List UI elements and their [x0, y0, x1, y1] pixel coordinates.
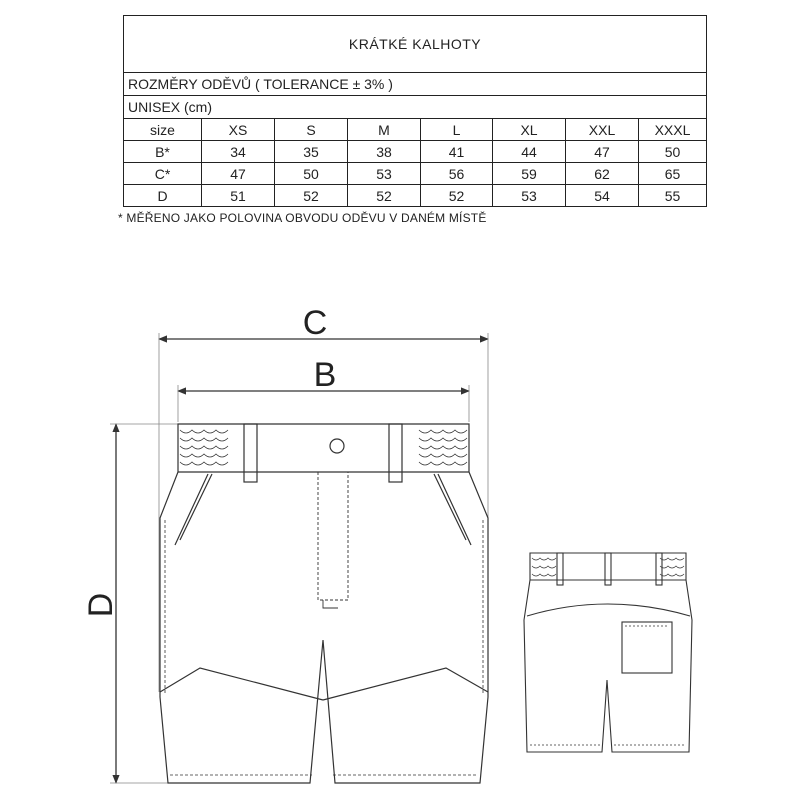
- elastic-band-right: [419, 430, 467, 465]
- header-cell: M: [348, 119, 421, 141]
- row-label: D: [124, 185, 202, 207]
- table-cell: 52: [421, 185, 493, 207]
- table-cell: 35: [275, 141, 348, 163]
- table-cell: 53: [493, 185, 566, 207]
- table-cell: 47: [566, 141, 639, 163]
- header-cell: XL: [493, 119, 566, 141]
- pocket-right: [434, 474, 471, 545]
- table-cell: 38: [348, 141, 421, 163]
- table-cell: 65: [639, 163, 707, 185]
- header-cell: XXXL: [639, 119, 707, 141]
- header-cell: L: [421, 119, 493, 141]
- fly-zip-tab: [323, 600, 338, 608]
- header-cell: XS: [202, 119, 275, 141]
- back-outline: [524, 553, 692, 752]
- back-elastic-left: [532, 558, 556, 576]
- dimension-d-label: D: [82, 592, 120, 618]
- table-cell: 54: [566, 185, 639, 207]
- knee-panel-right: [323, 668, 488, 700]
- table-cell: 50: [275, 163, 348, 185]
- table-cell: 41: [421, 141, 493, 163]
- table-cell: 44: [493, 141, 566, 163]
- table-cell: 59: [493, 163, 566, 185]
- dimension-b: [178, 356, 469, 422]
- row-label: C*: [124, 163, 202, 185]
- table-subtitle: ROZMĚRY ODĚVŮ ( TOLERANCE ± 3% ): [124, 73, 707, 96]
- table-cell: 51: [202, 185, 275, 207]
- table-cell: 50: [639, 141, 707, 163]
- table-cell: 34: [202, 141, 275, 163]
- header-cell: size: [124, 119, 202, 141]
- table-cell: 52: [348, 185, 421, 207]
- header-cell: S: [275, 119, 348, 141]
- elastic-band-left: [180, 430, 228, 465]
- fly-stitching: [318, 472, 348, 600]
- table-cell: 47: [202, 163, 275, 185]
- dimension-d: [82, 424, 250, 783]
- table-cell: 53: [348, 163, 421, 185]
- button-icon: [330, 439, 344, 453]
- back-pocket: [622, 622, 672, 673]
- table-cell: 52: [275, 185, 348, 207]
- unit-note: UNISEX (cm): [124, 96, 707, 119]
- header-cell: XXL: [566, 119, 639, 141]
- row-label: B*: [124, 141, 202, 163]
- table-cell: 62: [566, 163, 639, 185]
- dimension-c-label: C: [302, 304, 328, 342]
- back-yoke: [527, 604, 690, 616]
- shorts-back-view: [524, 553, 692, 752]
- table-cell: 55: [639, 185, 707, 207]
- belt-loop-left: [244, 424, 257, 482]
- dimension-b-label: B: [313, 356, 337, 394]
- front-outline: [160, 424, 488, 783]
- belt-loop-right: [389, 424, 402, 482]
- knee-panel-left: [160, 668, 323, 700]
- table-title: KRÁTKÉ KALHOTY: [124, 16, 707, 73]
- back-elastic-right: [660, 558, 684, 576]
- pocket-left: [175, 474, 212, 545]
- table-cell: 56: [421, 163, 493, 185]
- shorts-front-view: [160, 424, 488, 783]
- measurement-footnote: * MĚŘENO JAKO POLOVINA OBVODU ODĚVU V DANÉM MÍSTĚ: [118, 211, 487, 225]
